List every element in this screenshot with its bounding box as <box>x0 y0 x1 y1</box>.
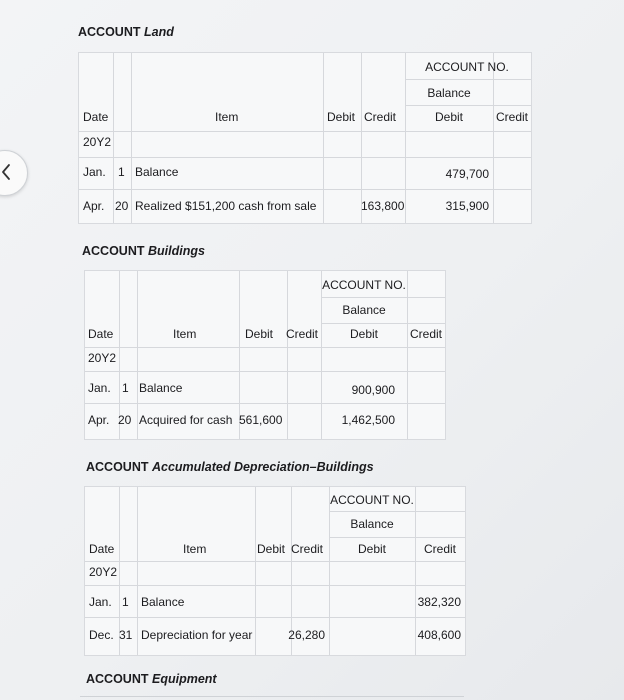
account-title-accumulated-depreciation: ACCOUNT Accumulated Depreciation–Buildings <box>86 460 374 474</box>
balance-header: Balance <box>342 303 386 317</box>
debit-header: Debit <box>257 542 286 556</box>
row-month: Jan. <box>88 381 111 395</box>
ledger-land <box>78 52 532 224</box>
row-credit: 26,280 <box>288 628 325 642</box>
row-balance-debit: 479,700 <box>445 167 489 181</box>
balance-debit-header: Debit <box>349 327 378 341</box>
row-item: Realized $151,200 cash from sale <box>135 199 317 213</box>
item-header: Item <box>215 110 239 124</box>
row-month: Jan. <box>89 595 112 609</box>
balance-credit-header: Credit <box>423 542 456 556</box>
row-balance-credit: 408,600 <box>417 628 461 642</box>
row-item: Depreciation for year <box>141 628 253 642</box>
row-month: Dec. <box>89 628 114 642</box>
balance-header: Balance <box>350 517 394 531</box>
credit-header: Credit <box>286 327 319 341</box>
row-balance-debit: 1,462,500 <box>341 413 395 427</box>
row-balance-debit: 315,900 <box>445 199 489 213</box>
balance-credit-header: Credit <box>409 327 442 341</box>
row-day: 1 <box>122 381 129 395</box>
item-header: Item <box>173 327 197 341</box>
row-day: 1 <box>118 165 125 179</box>
item-header: Item <box>183 542 207 556</box>
row-balance-debit: 900,900 <box>351 383 395 397</box>
account-title-equipment: ACCOUNT Equipment <box>86 672 217 686</box>
row-item: Acquired for cash <box>139 413 233 427</box>
credit-header: Credit <box>291 542 324 556</box>
row-credit: 163,800 <box>361 199 405 213</box>
row-day: 31 <box>119 628 133 642</box>
row-day: 1 <box>122 595 129 609</box>
row-day: 20 <box>115 199 129 213</box>
debit-header: Debit <box>245 327 274 341</box>
row-debit: 561,600 <box>239 413 283 427</box>
row-item: Balance <box>141 595 185 609</box>
equipment-ledger-top-edge <box>80 696 464 697</box>
account-no-label: ACCOUNT NO. <box>330 493 414 507</box>
debit-header: Debit <box>327 110 356 124</box>
ledger-accumulated-depreciation <box>84 486 466 656</box>
account-no-label: ACCOUNT NO. <box>425 60 509 74</box>
year-label: 20Y2 <box>83 135 112 149</box>
year-label: 20Y2 <box>88 351 117 365</box>
row-day: 20 <box>118 413 132 427</box>
balance-header: Balance <box>427 86 471 100</box>
date-header: Date <box>88 327 114 341</box>
date-header: Date <box>89 542 115 556</box>
account-no-label: ACCOUNT NO. <box>322 278 406 292</box>
balance-credit-header: Credit <box>495 110 528 124</box>
year-label: 20Y2 <box>89 565 118 579</box>
balance-debit-header: Debit <box>434 110 463 124</box>
row-month: Apr. <box>88 413 110 427</box>
row-month: Apr. <box>83 199 105 213</box>
ledger-buildings <box>84 270 446 440</box>
account-title-land: ACCOUNT Land <box>78 25 174 39</box>
credit-header: Credit <box>364 110 397 124</box>
chevron-left-icon <box>1 163 11 181</box>
row-item: Balance <box>139 381 183 395</box>
row-month: Jan. <box>83 165 106 179</box>
row-balance-credit: 382,320 <box>417 595 461 609</box>
date-header: Date <box>83 110 109 124</box>
row-item: Balance <box>135 165 179 179</box>
account-title-buildings: ACCOUNT Buildings <box>82 244 205 258</box>
balance-debit-header: Debit <box>357 542 386 556</box>
